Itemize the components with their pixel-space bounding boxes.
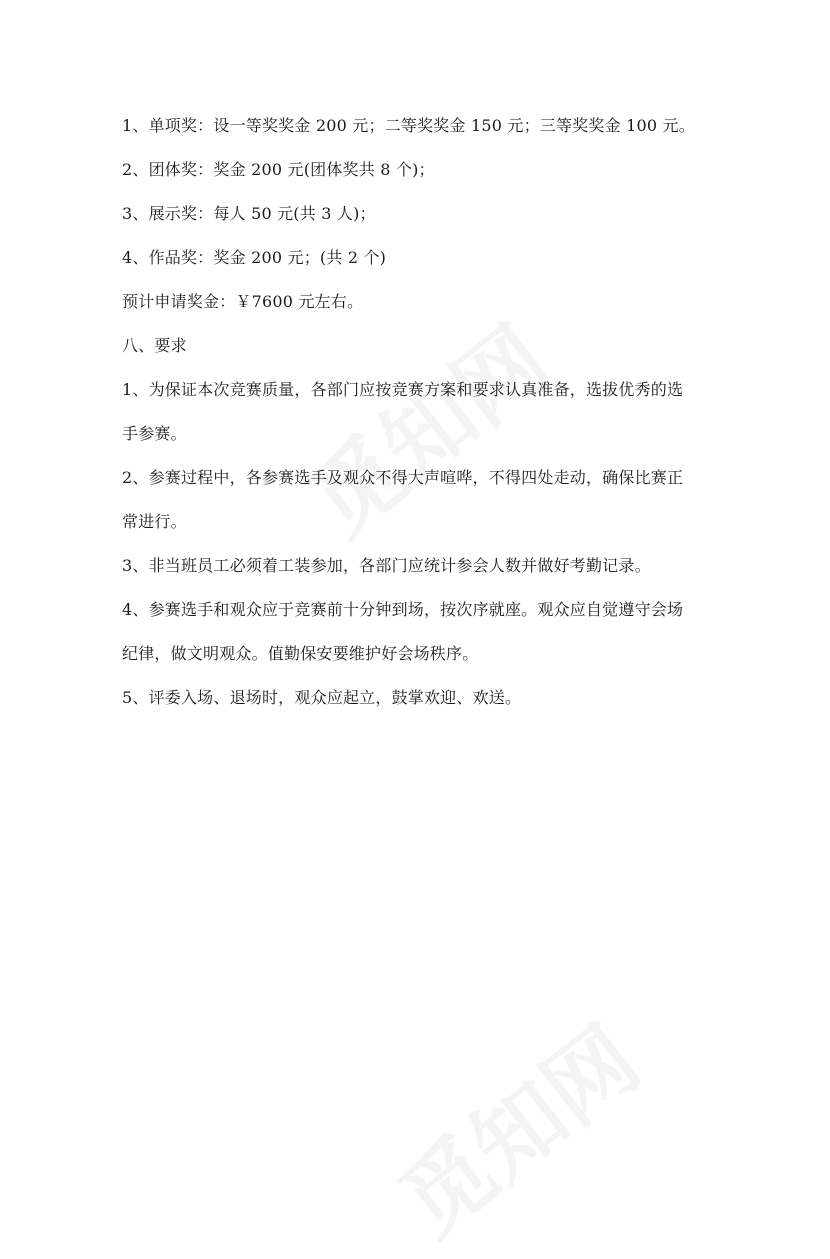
requirement-item-3: 3、非当班员工必须着工装参加，各部门应统计参会人数并做好考勤记录。 (122, 556, 651, 575)
award-item-individual: 1、单项奖：设一等奖奖金 200 元；二等奖奖金 150 元；三等奖奖金 100 元。 (122, 116, 695, 135)
watermark (369, 991, 662, 1259)
requirement-item-5: 5、评委入场、退场时，观众应起立，鼓掌欢迎、欢送。 (122, 688, 522, 707)
document-body (122, 104, 712, 720)
requirement-item-2-cont: 常进行。 (122, 512, 187, 531)
requirement-item-2: 2、参赛过程中，各参赛选手及观众不得大声喧哗，不得四处走动，确保比赛正 (122, 468, 684, 487)
requirement-item-4: 4、参赛选手和观众应于竞赛前十分钟到场，按次序就座。观众应自觉遵守会场 (122, 600, 684, 619)
budget-total: 预计申请奖金：￥7600 元左右。 (122, 292, 364, 311)
section-heading-requirements: 八、要求 (122, 336, 187, 355)
requirement-item-1: 1、为保证本次竞赛质量，各部门应按竞赛方案和要求认真准备，选拔优秀的选 (122, 380, 684, 399)
award-item-team: 2、团体奖：奖金 200 元(团体奖共 8 个)； (122, 160, 435, 179)
award-item-display: 3、展示奖：每人 50 元(共 3 人)； (122, 204, 376, 223)
award-item-work: 4、作品奖：奖金 200 元；(共 2 个) (122, 248, 387, 267)
requirement-item-1-cont: 手参赛。 (122, 424, 187, 443)
requirement-item-4-cont: 纪律，做文明观众。值勤保安要维护好会场秩序。 (122, 644, 479, 663)
